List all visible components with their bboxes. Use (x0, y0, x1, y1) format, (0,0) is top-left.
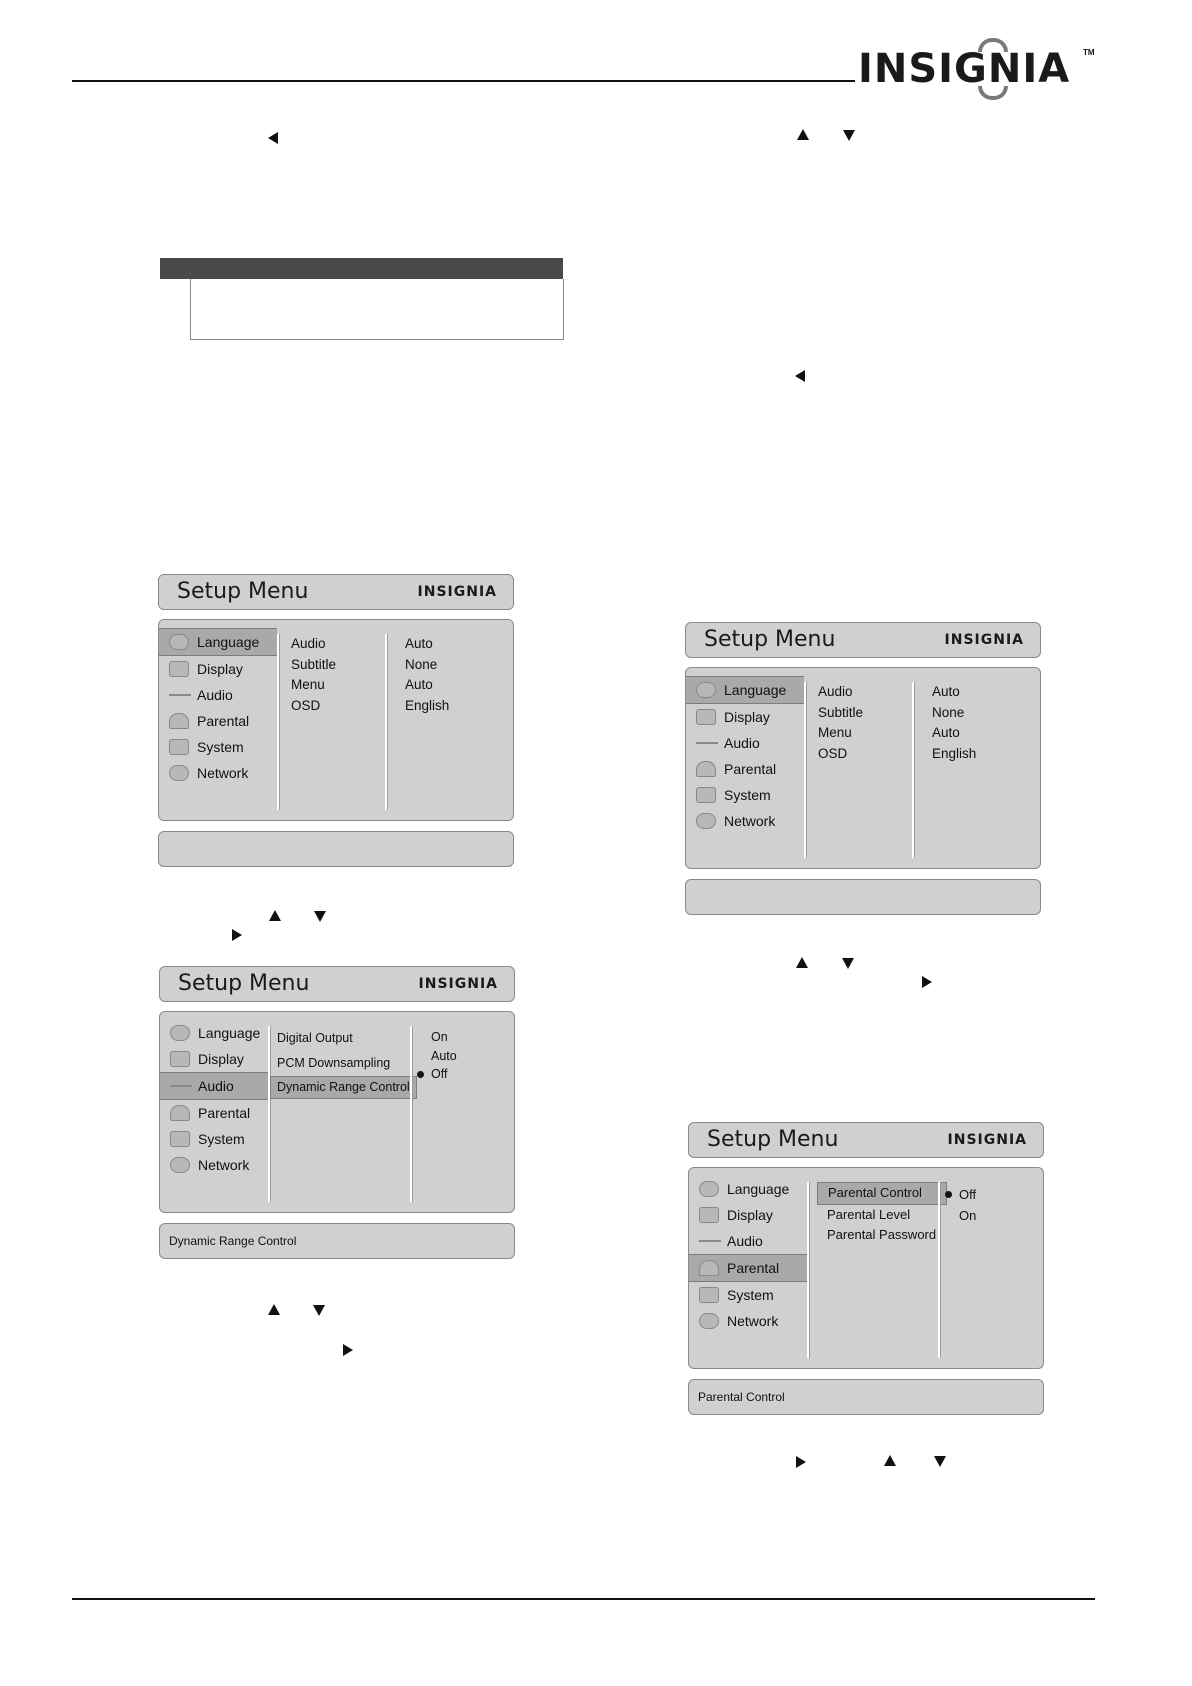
audio-icon (170, 1085, 192, 1087)
setup-menu-audio (159, 966, 515, 1261)
nav-label: Network (198, 1157, 250, 1173)
left-arrow-icon (268, 132, 278, 144)
option-label: Off (959, 1187, 977, 1202)
nav-label: Parental (727, 1260, 780, 1276)
column-divider (807, 1182, 809, 1358)
menu-header (685, 622, 1041, 658)
nav-label: Display (727, 1207, 773, 1223)
parental-icon (170, 1105, 190, 1121)
nav-label: Display (724, 709, 770, 725)
right-arrow-icon (232, 929, 242, 941)
display-icon (170, 1051, 190, 1067)
nav-item-system[interactable] (686, 782, 804, 808)
menu-nav (159, 628, 277, 786)
column-divider (804, 682, 806, 858)
column-divider (268, 1026, 270, 1202)
parental-icon (699, 1260, 719, 1276)
nav-item-audio[interactable] (689, 1228, 807, 1254)
nav-item-audio[interactable] (160, 1072, 268, 1100)
nav-label: Parental (197, 713, 250, 729)
menu-logo: INSIGNIA (944, 632, 1024, 648)
value-osd: English (932, 745, 977, 761)
menu-status-bar (685, 879, 1041, 915)
column-divider (410, 1026, 412, 1202)
menu-nav (160, 1020, 268, 1178)
right-arrow-icon (922, 976, 932, 988)
menu-header (158, 574, 514, 610)
down-arrow-icon (313, 1305, 325, 1316)
option-on[interactable] (417, 1028, 457, 1047)
right-arrow-icon (343, 1344, 353, 1356)
right-arrow-icon (796, 1456, 806, 1468)
nav-item-language[interactable] (159, 628, 277, 656)
selected-dot-icon (945, 1191, 952, 1198)
nav-label: Language (197, 634, 260, 650)
menu-logo: INSIGNIA (418, 976, 498, 992)
value-audio: Auto (932, 684, 960, 699)
column-divider (385, 634, 387, 810)
display-icon (169, 661, 189, 677)
setting-osd[interactable]: OSD (818, 745, 848, 761)
network-icon (699, 1313, 719, 1329)
nav-label: Audio (727, 1233, 763, 1249)
nav-item-network[interactable] (159, 760, 277, 786)
nav-item-audio[interactable] (159, 682, 277, 708)
option-off[interactable] (417, 1065, 457, 1084)
nav-label: System (724, 787, 771, 803)
nav-label: Parental (198, 1105, 251, 1121)
language-icon (169, 634, 189, 650)
menu-body (688, 1167, 1044, 1369)
menu-status-bar (158, 831, 514, 867)
setup-menu-language-right (685, 622, 1041, 917)
nav-label: Network (197, 765, 249, 781)
trademark: TM (1083, 48, 1095, 57)
setting-osd[interactable]: OSD (291, 697, 321, 713)
values-list (405, 634, 449, 716)
brand-name: INSIGNIA (858, 46, 1071, 92)
menu-nav (689, 1176, 807, 1334)
nav-label: Display (197, 661, 243, 677)
menu-body (685, 667, 1041, 869)
nav-item-language[interactable] (160, 1020, 268, 1046)
options-list (417, 1028, 457, 1084)
setting-audio[interactable]: Audio (818, 684, 853, 699)
menu-title: Setup Menu (177, 579, 309, 604)
option-auto[interactable] (417, 1047, 457, 1066)
nav-label: Audio (197, 687, 233, 703)
audio-icon (699, 1240, 721, 1242)
option-off[interactable] (945, 1184, 976, 1205)
display-icon (699, 1207, 719, 1223)
column-divider (938, 1182, 940, 1358)
nav-item-system[interactable] (159, 734, 277, 760)
nav-item-network[interactable] (689, 1308, 807, 1334)
nav-item-display[interactable] (686, 704, 804, 730)
down-arrow-icon (843, 130, 855, 141)
menu-logo: INSIGNIA (417, 584, 497, 600)
up-arrow-icon (268, 1304, 280, 1315)
setting-digital-output[interactable]: Digital Output (277, 1031, 353, 1045)
option-label: Auto (431, 1048, 457, 1063)
nav-label: Parental (724, 761, 777, 777)
down-arrow-icon (842, 958, 854, 969)
footer-rule (72, 1598, 1095, 1600)
setting-menu[interactable]: Menu (818, 725, 852, 740)
nav-item-parental[interactable] (686, 756, 804, 782)
nav-item-display[interactable] (160, 1046, 268, 1072)
nav-item-system[interactable] (689, 1282, 807, 1308)
nav-item-language[interactable] (686, 676, 804, 704)
setting-menu[interactable]: Menu (291, 677, 325, 692)
options-list (945, 1184, 976, 1226)
menu-nav (686, 676, 804, 834)
nav-label: Network (727, 1313, 779, 1329)
display-icon (696, 709, 716, 725)
parental-icon (696, 761, 716, 777)
nav-item-network[interactable] (686, 808, 804, 834)
option-on[interactable] (945, 1205, 976, 1226)
option-label: Off (431, 1067, 448, 1081)
nav-label: Network (724, 813, 776, 829)
menu-title: Setup Menu (178, 971, 310, 996)
value-subtitle: None (405, 656, 438, 672)
left-arrow-icon (795, 370, 805, 382)
column-divider (912, 682, 914, 858)
up-arrow-icon (796, 957, 808, 968)
nav-item-parental[interactable] (160, 1100, 268, 1126)
nav-item-language[interactable] (689, 1176, 807, 1202)
nav-label: Audio (724, 735, 760, 751)
settings-list (291, 634, 336, 716)
selected-dot-icon (417, 1071, 424, 1078)
nav-label: Language (724, 682, 787, 698)
value-audio: Auto (405, 636, 433, 651)
note-header-bar (160, 258, 563, 279)
value-osd: English (405, 697, 450, 713)
nav-label: System (198, 1131, 245, 1147)
network-icon (170, 1157, 190, 1173)
network-icon (169, 765, 189, 781)
nav-item-system[interactable] (160, 1126, 268, 1152)
network-icon (696, 813, 716, 829)
menu-status-bar (688, 1379, 1044, 1415)
menu-title: Setup Menu (707, 1127, 839, 1152)
nav-label: Language (198, 1025, 261, 1041)
status-text: Parental Control (698, 1390, 785, 1404)
settings-list (817, 1182, 947, 1246)
header-rule (72, 80, 855, 82)
setting-subtitle[interactable]: Subtitle (818, 704, 864, 720)
up-arrow-icon (884, 1455, 896, 1466)
nav-label: System (727, 1287, 774, 1303)
menu-header (688, 1122, 1044, 1158)
system-icon (170, 1131, 190, 1147)
status-text: Dynamic Range Control (169, 1234, 297, 1248)
system-icon (169, 739, 189, 755)
nav-label: System (197, 739, 244, 755)
menu-title: Setup Menu (704, 627, 836, 652)
down-arrow-icon (934, 1456, 946, 1467)
nav-label: Language (727, 1181, 790, 1197)
brand-logo (858, 38, 1098, 102)
logo-arc-bottom (978, 86, 1008, 100)
nav-label: Audio (198, 1078, 234, 1094)
values-list (932, 682, 976, 764)
nav-item-network[interactable] (160, 1152, 268, 1178)
parental-icon (169, 713, 189, 729)
settings-list (818, 682, 863, 764)
up-arrow-icon (797, 129, 809, 140)
system-icon (699, 1287, 719, 1303)
setting-subtitle[interactable]: Subtitle (291, 656, 337, 672)
setup-menu-language-left (158, 574, 514, 869)
audio-icon (696, 742, 718, 744)
setting-dynamic-range-control[interactable]: Dynamic Range Control (270, 1076, 417, 1099)
audio-icon (169, 694, 191, 696)
setting-audio[interactable]: Audio (291, 636, 326, 651)
nav-item-display[interactable] (159, 656, 277, 682)
down-arrow-icon (314, 911, 326, 922)
nav-item-parental[interactable] (159, 708, 277, 734)
nav-item-audio[interactable] (686, 730, 804, 756)
nav-item-parental[interactable] (689, 1254, 807, 1282)
menu-body (158, 619, 514, 821)
value-subtitle: None (932, 704, 965, 720)
settings-list (277, 1026, 417, 1099)
setup-menu-parental (688, 1122, 1044, 1417)
column-divider (277, 634, 279, 810)
setting-parental-level[interactable]: Parental Level (827, 1206, 911, 1222)
language-icon (699, 1181, 719, 1197)
menu-header (159, 966, 515, 1002)
up-arrow-icon (269, 910, 281, 921)
value-menu: Auto (405, 677, 433, 692)
setting-pcm-downsampling[interactable]: PCM Downsampling (277, 1056, 391, 1070)
language-icon (170, 1025, 190, 1041)
nav-item-display[interactable] (689, 1202, 807, 1228)
value-menu: Auto (932, 725, 960, 740)
system-icon (696, 787, 716, 803)
option-label: On (959, 1208, 977, 1223)
setting-parental-control[interactable]: Parental Control (817, 1182, 947, 1205)
setting-parental-password[interactable]: Parental Password (827, 1227, 937, 1242)
nav-label: Display (198, 1051, 244, 1067)
language-icon (696, 682, 716, 698)
option-label: On (431, 1030, 448, 1044)
menu-logo: INSIGNIA (947, 1132, 1027, 1148)
menu-status-bar (159, 1223, 515, 1259)
menu-body (159, 1011, 515, 1213)
note-box (190, 279, 564, 340)
